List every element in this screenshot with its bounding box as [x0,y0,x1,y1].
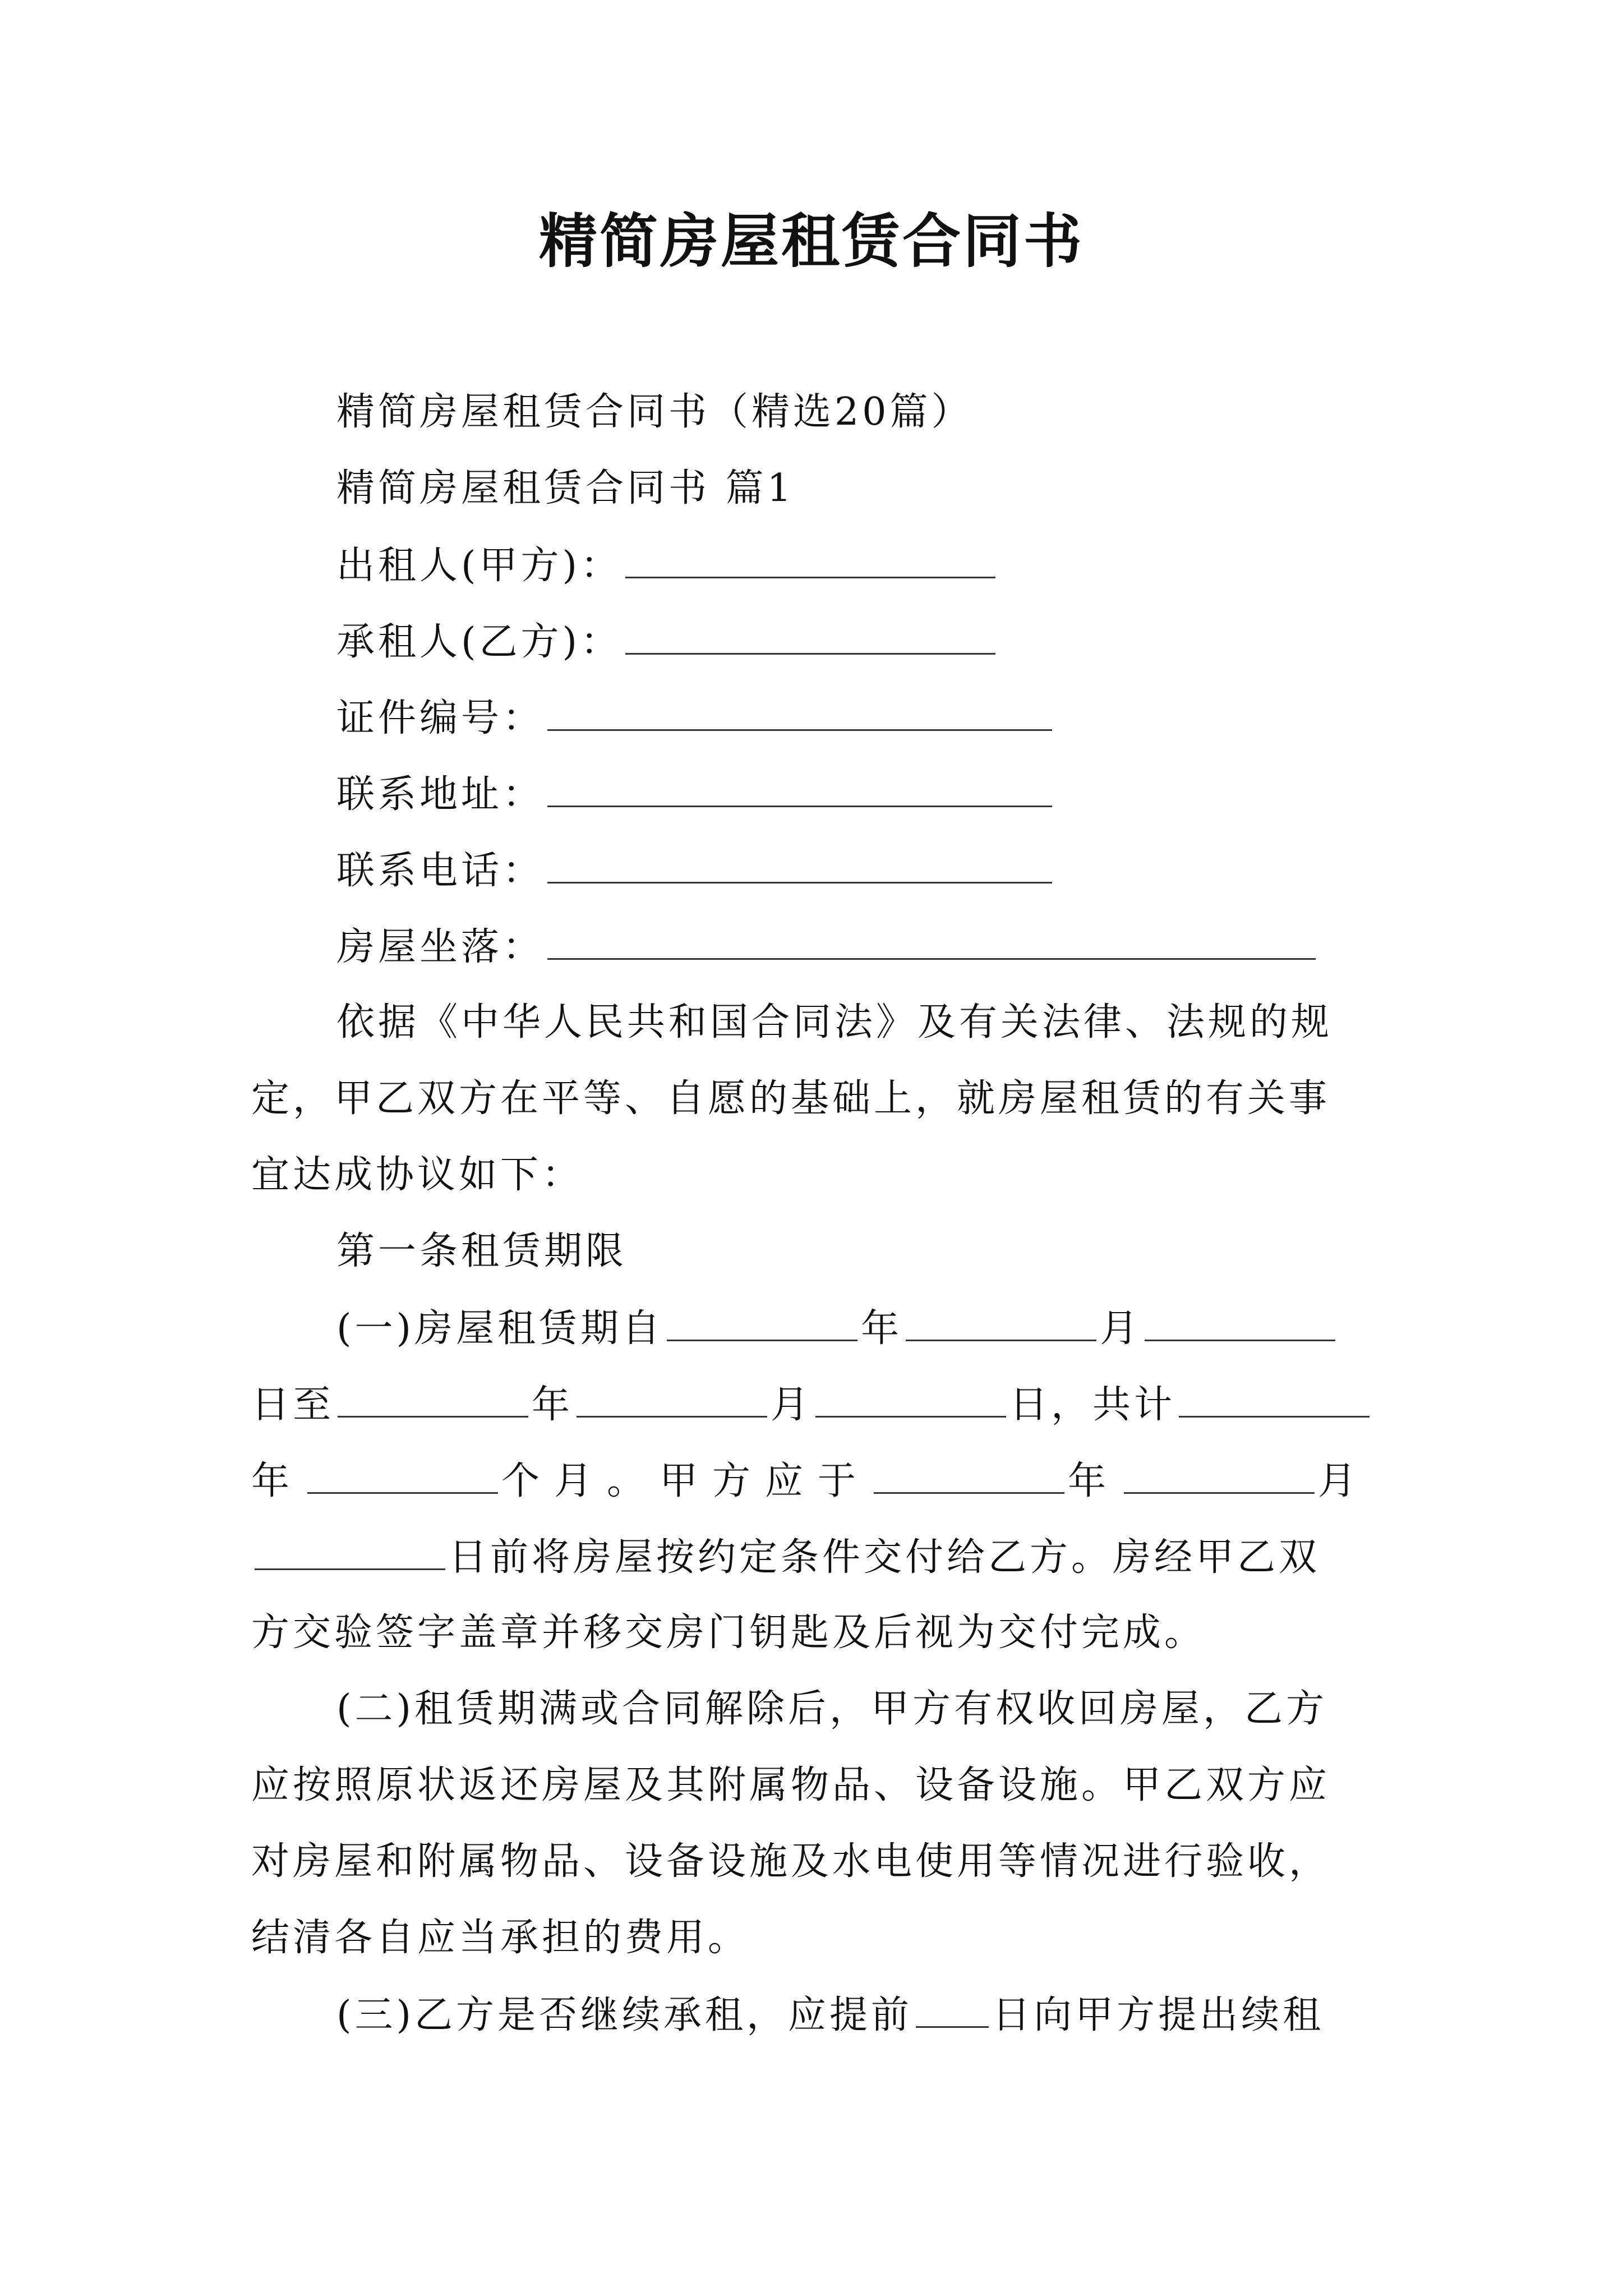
lease-term-line-2: 日至 年 月 日，共计 [251,1379,1373,1430]
location-blank [547,921,1316,960]
lease-term-line-5: 方交验签字盖章并移交房门钥匙及后视为交付完成。 [251,1611,1206,1655]
lessee-label: 承租人(乙方)： [336,620,623,664]
address-label: 联系地址： [336,772,545,817]
lessor-blank [625,540,995,578]
phone-blank [547,845,1052,884]
handover-day-blank [255,1531,445,1570]
lessee-blank [625,616,995,655]
end-day-blank [815,1379,1006,1418]
end-month-blank [577,1379,767,1418]
intro-line-2: 定，甲乙双方在平等、自愿的基础上，就房屋租赁的有关事 [251,1076,1331,1121]
article-1-heading: 第一条租赁期限 [336,1229,628,1273]
intro-line-1: 依据《中华人民共和国合同法》及有关法律、法规的规 [336,1000,1333,1045]
lease-term-line-4: 日前将房屋按约定条件交付给乙方。房经甲乙双 [251,1531,1320,1583]
address-blank [547,769,1052,807]
end-year-blank [338,1379,528,1418]
phone-label: 联系电话： [336,849,545,893]
id-number-field [336,692,1055,744]
location-field [336,921,1319,973]
intro-line-3: 宜达成协议如下： [251,1153,584,1197]
return-clause-line-2: 应按照原状返还房屋及其附属物品、设备设施。甲乙双方应 [251,1763,1331,1807]
lessee-field [336,616,999,668]
start-month-blank [906,1303,1096,1341]
lessor-label: 出租人(甲方)： [336,544,623,588]
start-year-blank [667,1303,857,1341]
location-label: 房屋坐落： [336,925,545,969]
total-years-blank [1179,1379,1370,1418]
lease-term-line-1: (一)房屋租赁期自 年 月 [336,1303,1339,1354]
return-clause-line-1: (二)租赁期满或合同解除后，甲方有权收回房屋，乙方 [336,1687,1328,1731]
document-title: 精简房屋租赁合同书 [538,206,1084,275]
return-clause-line-3: 对房屋和附属物品、设备设施及水电使用等情况进行验收， [251,1839,1331,1884]
document-subtitle: 精简房屋租赁合同书（精选20篇） [336,390,973,434]
return-clause-line-4: 结清各自应当承担的费用。 [251,1916,750,1960]
start-day-blank [1145,1303,1335,1341]
total-months-blank [307,1455,498,1494]
lease-term-line-3: 年 个月。甲方应于 年 月 [251,1455,1371,1507]
handover-year-blank [874,1455,1064,1494]
renewal-days-blank [916,1989,989,2028]
section-heading: 精简房屋租赁合同书 篇1 [336,466,795,510]
lessor-field [336,540,999,591]
address-field [336,769,1055,820]
id-number-label: 证件编号： [336,696,545,740]
handover-month-blank [1124,1455,1315,1494]
id-number-blank [547,692,1052,731]
phone-field [336,845,1055,896]
renewal-clause-line-1: (三)乙方是否继续承租，应提前 日向甲方提出续租 [336,1989,1324,2041]
